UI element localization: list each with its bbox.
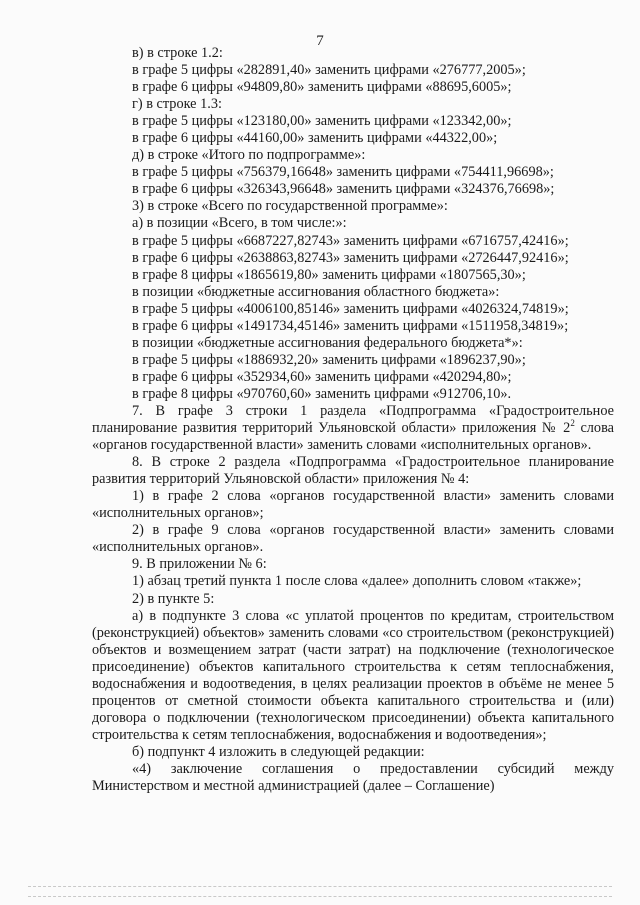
text-line: в графе 6 цифры «1491734,45146» заменить цифрами «1511958,34819»; — [132, 317, 569, 334]
paragraph-9-item-1: 1) абзац третий пункта 1 после слова «далее» дополнить словом «также»; — [132, 573, 582, 590]
text-line: а) в позиции «Всего, в том числе:»: — [132, 215, 347, 232]
text-line: в графе 5 цифры «756379,16648» заменить цифрами «754411,96698»; — [132, 164, 554, 181]
paragraph-9-item-2b-quote: «4) заключение соглашения о предоставлении субсидий между Министерством и местной администрацией (далее – Соглашение) — [92, 760, 614, 795]
text-line: в графе 6 цифры «352934,60» заменить цифрами «420294,80»; — [132, 368, 512, 385]
document-body — [92, 45, 614, 795]
text-line: в графе 6 цифры «44160,00» заменить цифрами «44322,00»; — [132, 130, 498, 147]
paragraph-8-item-1: 1) в графе 2 слова «органов государственной власти» заменить словами «исполнительных органов»; — [92, 488, 614, 522]
scan-artifact-line — [28, 886, 612, 887]
text-line: в графе 5 цифры «6687227,82743» заменить цифрами «6716757,42416»; — [132, 232, 569, 249]
paragraph-8: 8. В строке 2 раздела «Подпрограмма «Градостроительное планирование развития территорий Ульяновской области» приложения № 4: — [92, 454, 614, 488]
text-line: в графе 5 цифры «123180,00» заменить цифрами «123342,00»; — [132, 113, 512, 130]
text-line: в графе 6 цифры «326343,96648» заменить цифрами «324376,76698»; — [132, 181, 555, 198]
superscript: 2 — [570, 418, 575, 429]
paragraph-7-tail: слова «органов государственной власти» заменить словами «исполнительных органов». — [92, 420, 614, 454]
paragraph-9-item-2a: а) в подпункте 3 слова «с уплатой процентов по кредитам, строительством (реконструкцией) объектов» заменить словами «со строительством (реконструкцией) объектов и возмещением затрат (части затрат) на подключение (технологическое присоединение) объектов капитального строительства к сетям теплоснабжения, водоснабжения и водоотведения, в целях реализации проектов в объёме не менее 5 процентов от сметной стоимости объекта капитального строительства и (или) договора о подключении (технологическом присоединении) объекта капитального строительства к сетям теплоснабжения, водоснабжения и водоотведения»; — [92, 607, 614, 743]
paragraph-7 — [92, 403, 614, 454]
text-line: в графе 6 цифры «94809,80» заменить цифрами «88695,6005»; — [132, 79, 512, 96]
paragraph-8-item-2: 2) в графе 9 слова «органов государственной власти» заменить словами «исполнительных органов». — [92, 522, 614, 556]
text-line: в графе 5 цифры «282891,40» заменить цифрами «276777,2005»; — [132, 62, 526, 79]
text-line: в графе 5 цифры «4006100,85146» заменить цифрами «4026324,74819»; — [132, 300, 569, 317]
text-line: в графе 6 цифры «2638863,82743» заменить цифрами «2726447,92416»; — [132, 249, 569, 266]
paragraph-9: 9. В приложении № 6: — [132, 556, 267, 573]
page-number: 7 — [316, 33, 324, 49]
text-line: в позиции «бюджетные ассигнования областного бюджета»: — [132, 283, 500, 300]
paragraph-7-text: 7. В графе 3 строки 1 раздела «Подпрограмма «Градостроительное планирование развития территорий Ульяновской области» приложения № 2 — [92, 402, 614, 437]
text-line: д) в строке «Итого по подпрограмме»: — [132, 147, 366, 164]
text-line: г) в строке 1.3: — [132, 96, 222, 113]
text-line: в графе 8 цифры «1865619,80» заменить цифрами «1807565,30»; — [132, 266, 526, 283]
text-line: в) в строке 1.2: — [132, 45, 223, 61]
text-line: в позиции «бюджетные ассигнования федерального бюджета*»: — [132, 334, 523, 351]
text-line: в графе 8 цифры «970760,60» заменить цифрами «912706,10». — [132, 385, 512, 402]
text-line: в графе 5 цифры «1886932,20» заменить цифрами «1896237,90»; — [132, 351, 526, 368]
paragraph-9-item-2: 2) в пункте 5: — [132, 590, 215, 607]
text-line: 3) в строке «Всего по государственной программе»: — [132, 198, 448, 215]
scan-artifact-line — [28, 896, 612, 897]
paragraph-9-item-2b: б) подпункт 4 изложить в следующей редакции: — [132, 743, 425, 760]
